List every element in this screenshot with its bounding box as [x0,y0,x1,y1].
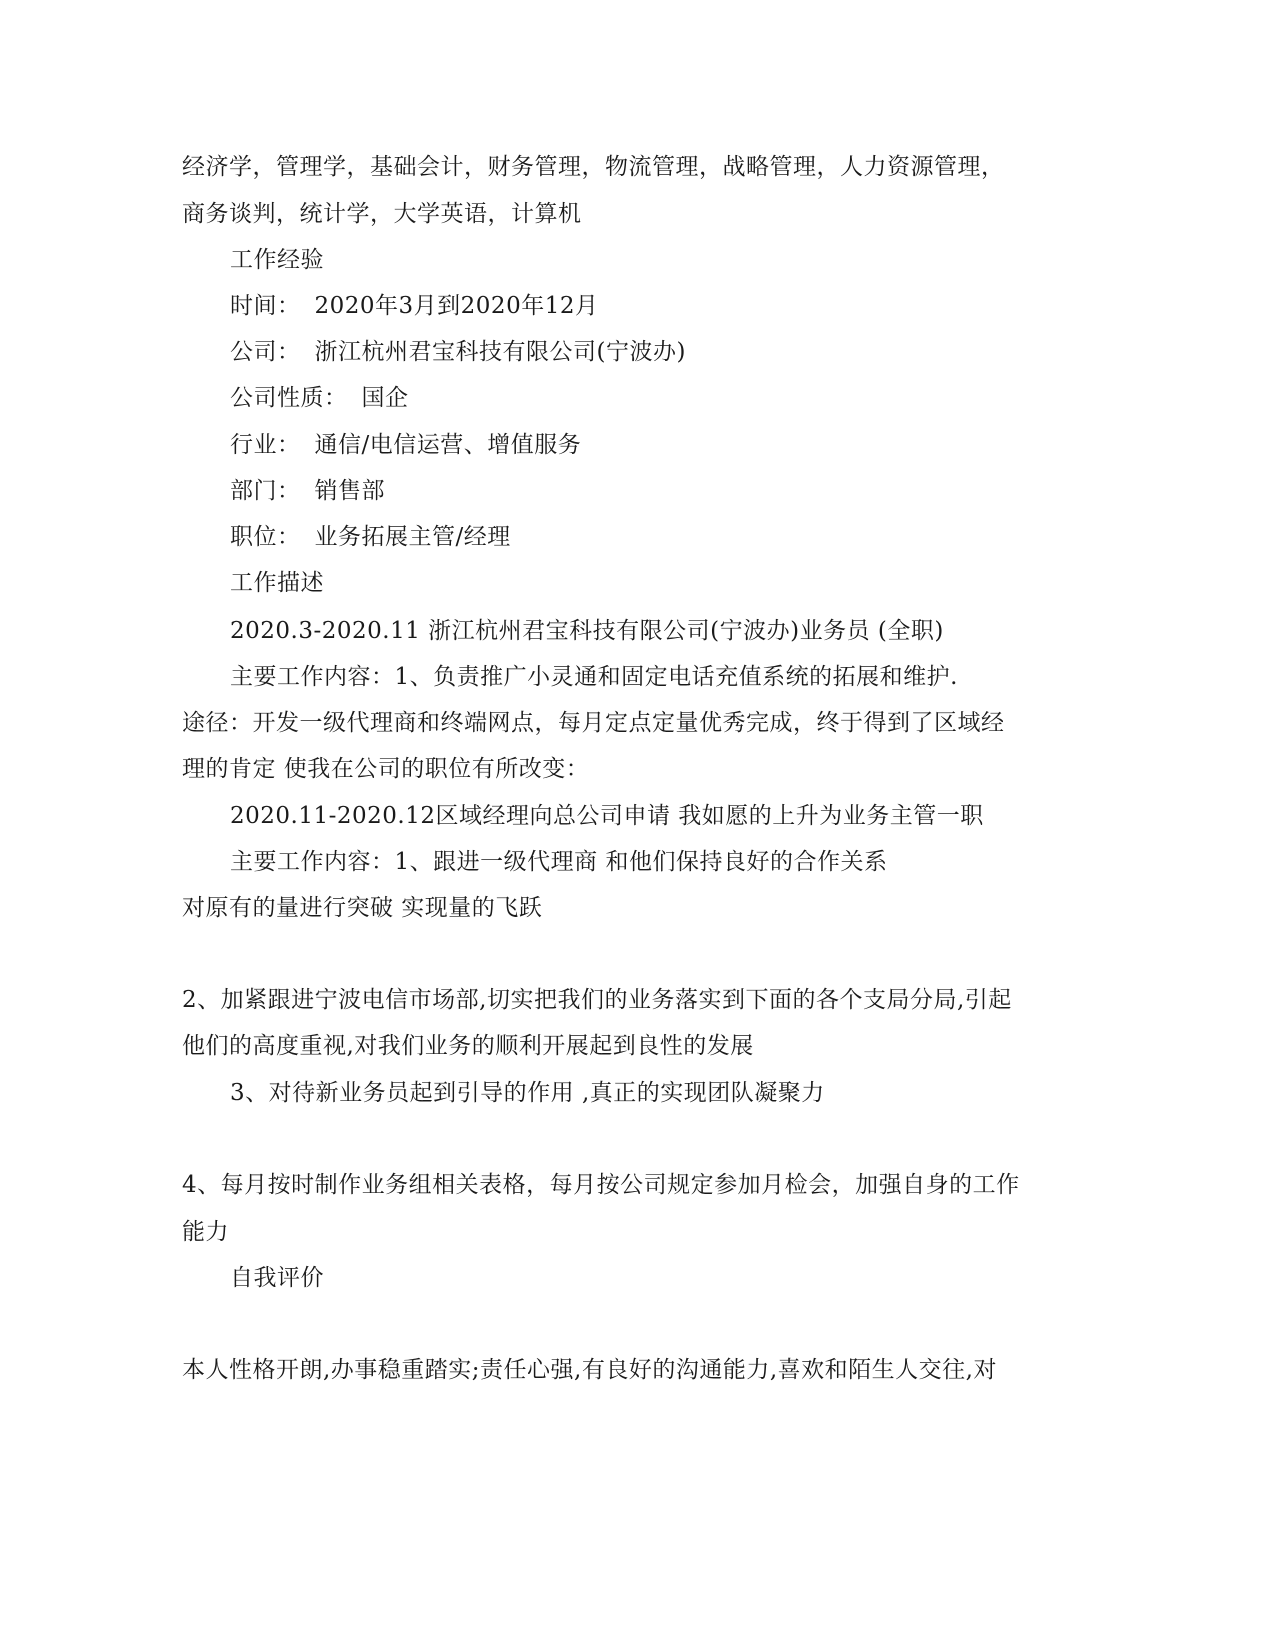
time-label: 时间： [230,293,301,319]
department-row [230,476,385,506]
job-description-heading: 工作描述 [230,570,324,596]
position-label: 职位： [230,524,301,550]
department-label: 部门： [230,478,301,504]
time-row [230,291,598,321]
department-value: 销售部 [314,478,385,504]
content-2-line-2: 对原有的量进行突破 实现量的飞跃 [182,895,543,921]
item-2-line-1: 2、加紧跟进宁波电信市场部,切实把我们的业务落实到下面的各个支局分局,引起 [182,987,1012,1013]
content-1-line-1: 主要工作内容：1、负责推广小灵通和固定电话充值系统的拓展和维护. [230,664,958,690]
industry-row [230,430,581,460]
industry-value: 通信/电信运营、增值服务 [314,432,582,458]
item-4-line-1: 4、每月按时制作业务组相关表格，每月按公司规定参加月检会，加强自身的工作 [182,1172,1020,1198]
self-evaluation-heading: 自我评价 [230,1265,324,1291]
company-row [230,337,686,367]
period-1: 2020.3-2020.11 浙江杭州君宝科技有限公司(宁波办)业务员 (全职) [230,618,944,644]
item-4-line-2: 能力 [182,1219,229,1245]
company-label: 公司： [230,339,301,365]
item-3: 3、对待新业务员起到引导的作用 ,真正的实现团队凝聚力 [230,1080,825,1106]
position-row [230,522,511,552]
industry-label: 行业： [230,432,301,458]
company-nature-value: 国企 [361,385,409,411]
courses-line-1: 经济学，管理学，基础会计，财务管理，物流管理，战略管理，人力资源管理， [182,154,1005,180]
work-experience-heading: 工作经验 [230,247,324,273]
content-1-line-2: 途径：开发一级代理商和终端网点，每月定点定量优秀完成，终于得到了区域经 [182,710,1005,736]
company-value: 浙江杭州君宝科技有限公司(宁波办) [314,339,686,365]
content-1-line-3: 理的肯定 使我在公司的职位有所改变： [182,756,590,782]
position-value: 业务拓展主管/经理 [314,524,511,550]
company-nature-label: 公司性质： [230,385,348,411]
time-value: 2020年3月到2020年12月 [314,293,599,319]
self-evaluation-line-1: 本人性格开朗,办事稳重踏实;责任心强,有良好的沟通能力,喜欢和陌生人交往,对 [182,1357,997,1383]
period-2: 2020.11-2020.12区域经理向总公司申请 我如愿的上升为业务主管一职 [230,803,984,829]
content-2-line-1: 主要工作内容：1、跟进一级代理商 和他们保持良好的合作关系 [230,849,888,875]
courses-line-2: 商务谈判，统计学，大学英语，计算机 [182,201,582,227]
item-2-line-2: 他们的高度重视,对我们业务的顺利开展起到良性的发展 [182,1033,754,1059]
company-nature-row [230,383,409,413]
